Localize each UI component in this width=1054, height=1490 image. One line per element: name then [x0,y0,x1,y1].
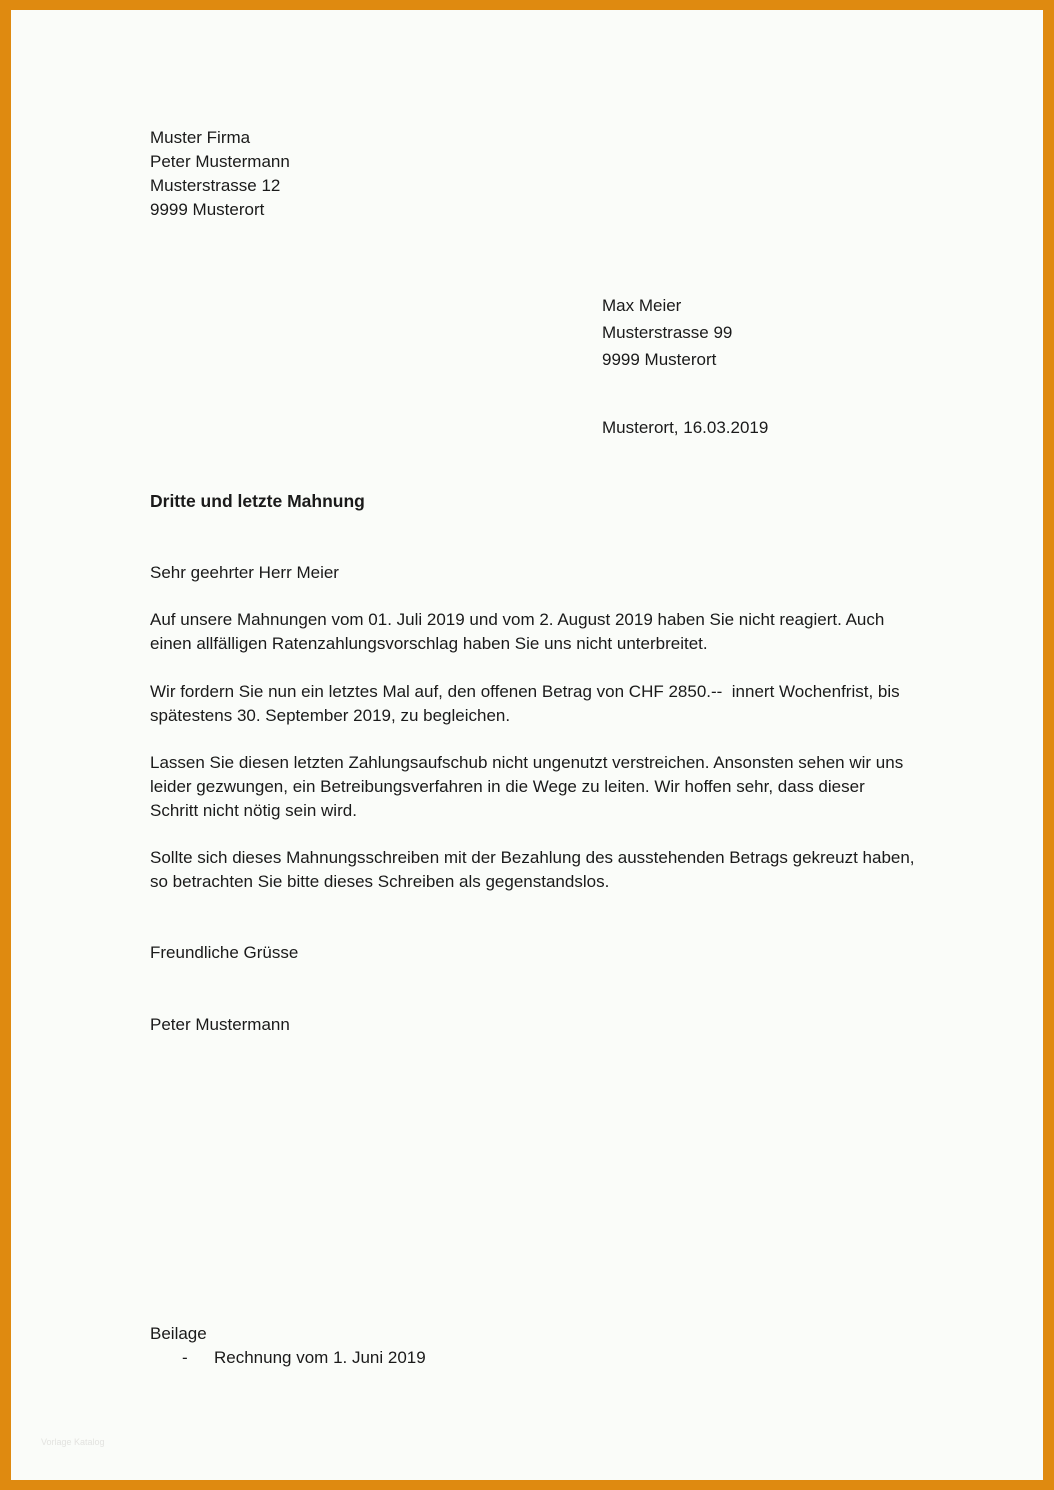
enclosure-item-text: Rechnung vom 1. Juni 2019 [214,1348,426,1367]
signature-name: Peter Mustermann [150,1015,290,1034]
recipient-city: 9999 Musterort [602,350,717,369]
recipient-name: Max Meier [602,296,682,315]
list-dash: - [182,1348,188,1367]
letter-page [11,10,1043,1480]
watermark: Vorlage Katalog [41,1437,105,1447]
recipient-address [602,292,732,373]
paragraph-line: Lassen Sie diesen letzten Zahlungsaufschub nicht ungenutzt verstreichen. Ansonsten sehen wir uns [150,753,904,772]
body-paragraph [150,608,884,656]
body-paragraph [150,680,900,728]
closing-greeting: Freundliche Grüsse [150,943,299,962]
paragraph-line: Sollte sich dieses Mahnungsschreiben mit der Bezahlung des ausstehenden Betrags gekreuzt haben, [150,848,915,867]
paragraph-line: spätestens 30. September 2019, zu begleichen. [150,706,511,725]
place-date: Musterort, 16.03.2019 [602,418,769,437]
enclosure-label: Beilage [150,1324,207,1343]
salutation: Sehr geehrter Herr Meier [150,563,339,582]
letter-subject: Dritte und letzte Mahnung [150,491,365,511]
body-paragraph [150,846,915,894]
paragraph-line: Wir fordern Sie nun ein letztes Mal auf, den offenen Betrag von CHF 2850.-- innert Wochenfrist, bis [150,682,900,701]
paragraph-line: so betrachten Sie bitte dieses Schreiben als gegenstandslos. [150,872,610,891]
sender-address [150,126,290,222]
paragraph-line: Schritt nicht nötig sein wird. [150,801,357,820]
sender-company: Muster Firma [150,128,251,147]
sender-street: Musterstrasse 12 [150,176,281,195]
sender-city: 9999 Musterort [150,200,265,219]
body-paragraph [150,751,903,823]
paragraph-line: Auf unsere Mahnungen vom 01. Juli 2019 und vom 2. August 2019 haben Sie nicht reagiert. Auch [150,610,885,629]
paragraph-line: leider gezwungen, ein Betreibungsverfahren in die Wege zu leiten. Wir hoffen sehr, dass dieser [150,777,865,796]
recipient-street: Musterstrasse 99 [602,323,733,342]
sender-name: Peter Mustermann [150,152,290,171]
paragraph-line: einen allfälligen Ratenzahlungsvorschlag haben Sie uns nicht unterbreitet. [150,634,708,653]
enclosure-item [182,1346,426,1370]
